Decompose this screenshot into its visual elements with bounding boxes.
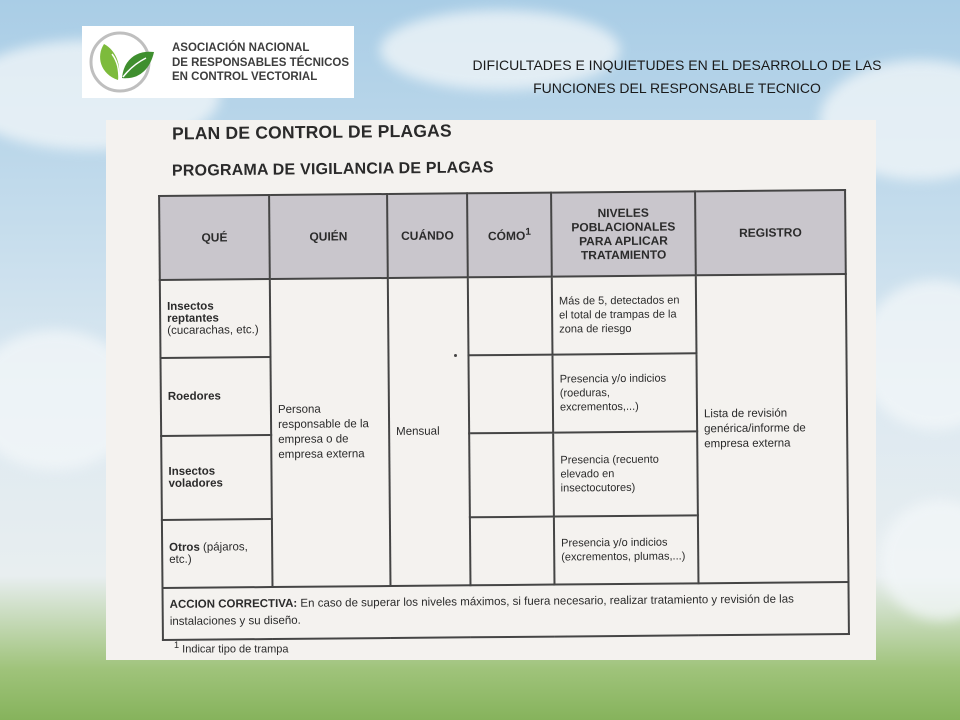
nivel-cell: Presencia y/o indicios (excrementos, plumas,...) xyxy=(554,515,699,584)
header-como xyxy=(467,193,552,278)
pest-cell xyxy=(160,279,271,358)
como-cell xyxy=(470,517,555,586)
slide-title xyxy=(430,54,924,100)
association-logo xyxy=(82,26,354,98)
table-row xyxy=(162,582,848,640)
header-como-label: CÓMO xyxy=(487,228,526,244)
footnote-sup: 1 xyxy=(174,640,180,650)
pest-cell xyxy=(161,435,272,520)
logo-line: DE RESPONSABLES TÉCNICOS xyxy=(172,56,349,69)
accion-label: ACCION CORRECTIVA: xyxy=(169,597,298,611)
footnote xyxy=(174,640,289,656)
pest-control-table xyxy=(158,189,850,641)
pest-cell xyxy=(162,519,273,588)
header-cuando: CUÁNDO xyxy=(387,193,468,278)
document-title: PLAN DE CONTROL DE PLAGAS xyxy=(171,120,452,144)
logo-line: ASOCIACIÓN NACIONAL xyxy=(172,42,310,54)
header-como-sup: 1 xyxy=(525,226,531,238)
cloud-decoration xyxy=(880,500,960,620)
pest-name: Insectos voladores xyxy=(168,465,223,490)
nivel-cell: Presencia y/o indicios (roeduras, excrementos,...) xyxy=(552,353,697,432)
registro-cell: Lista de revisión genérica/informe de empresa externa xyxy=(696,274,849,583)
pest-detail: (pájaros, etc.) xyxy=(169,541,248,566)
logo-line: EN CONTROL VECTORIAL xyxy=(172,71,318,83)
nivel-cell: Presencia (recuento elevado en insectocutores) xyxy=(553,431,698,516)
scanned-document xyxy=(106,120,876,660)
header-que: QUÉ xyxy=(159,195,270,280)
pest-name: Insectos reptantes xyxy=(166,300,219,325)
pest-name: Roedores xyxy=(167,390,221,403)
pest-name: Otros xyxy=(169,541,200,554)
slide-title-line: DIFICULTADES E INQUIETUDES EN EL DESARROLLO DE LAS xyxy=(472,57,882,73)
como-cell xyxy=(468,355,553,434)
cuando-cell: Mensual xyxy=(388,277,471,586)
accion-text: En caso de superar los niveles máximos, si fuera necesario, realizar tratamiento y revisión de las instalaciones y su diseño. xyxy=(169,593,794,628)
table-header-row xyxy=(159,190,846,280)
nivel-cell: Más de 5, detectados en el total de trampas de la zona de riesgo xyxy=(552,275,697,354)
header-registro: REGISTRO xyxy=(695,190,846,275)
accion-correctiva-cell xyxy=(162,582,848,640)
document-subtitle: PROGRAMA DE VIGILANCIA DE PLAGAS xyxy=(171,159,494,180)
pest-cell xyxy=(160,357,271,436)
quien-cell: Persona responsable de la empresa o de empresa externa xyxy=(270,278,391,587)
header-quien: QUIÉN xyxy=(269,194,388,279)
footnote-text: Indicar tipo de trampa xyxy=(182,643,289,656)
scan-speck xyxy=(454,354,457,357)
slide-title-line: FUNCIONES DEL RESPONSABLE TECNICO xyxy=(533,80,821,96)
como-cell xyxy=(469,433,554,518)
pest-detail: (cucarachas, etc.) xyxy=(167,324,259,337)
leaf-logo-icon xyxy=(86,28,158,96)
logo-text xyxy=(172,41,352,85)
como-cell xyxy=(468,277,553,356)
table-row xyxy=(160,274,847,358)
header-niveles: NIVELES POBLACIONALES PARA APLICAR TRATAMIENTO xyxy=(551,191,696,276)
